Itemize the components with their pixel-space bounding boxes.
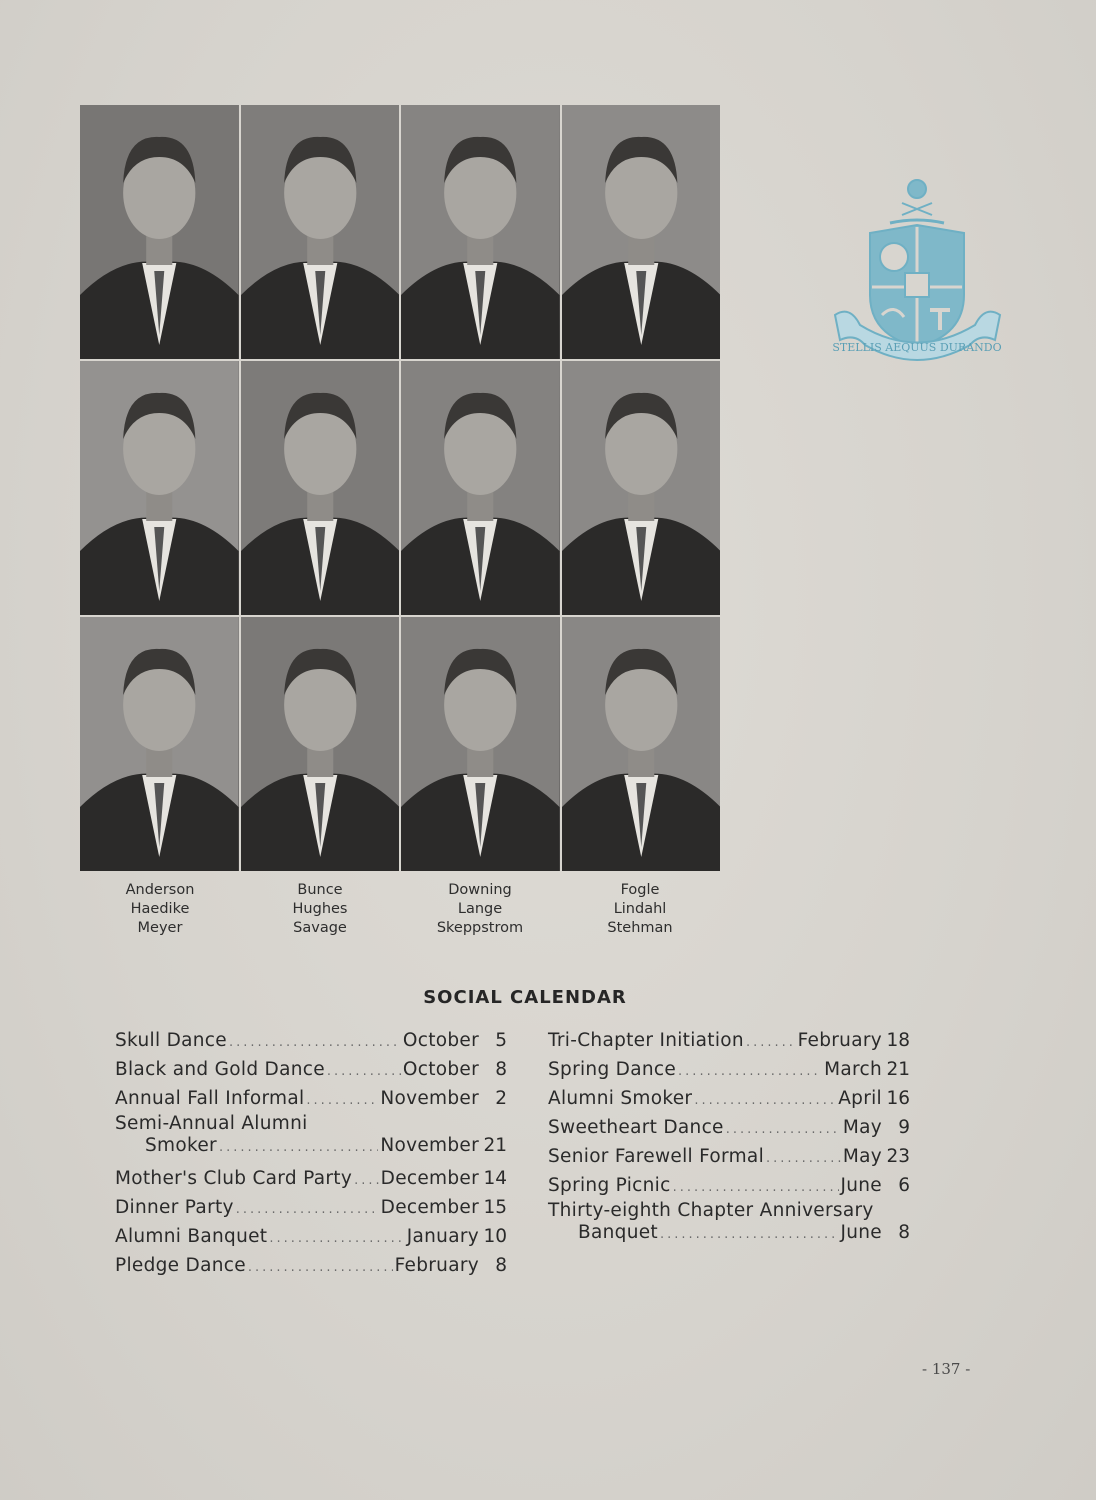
leader-dots [248, 1253, 393, 1282]
calendar-title: SOCIAL CALENDAR [423, 987, 627, 1008]
calendar-entry [548, 1171, 910, 1200]
portrait-photo [80, 105, 239, 359]
name-column [80, 881, 240, 938]
event-name: Smoker [145, 1135, 217, 1156]
calendar-entry [548, 1113, 910, 1142]
portrait-photo [562, 361, 721, 615]
portrait-name: Lindahl [613, 901, 667, 917]
event-name: Senior Farewell Formal [548, 1146, 765, 1167]
event-name: Black and Gold Dance [115, 1059, 325, 1080]
fraternity-crest-icon [830, 175, 1005, 375]
event-day: 8 [898, 1222, 910, 1243]
event-month: February [797, 1030, 882, 1051]
page-number: - 137 - [922, 1360, 971, 1378]
event-month: October [402, 1059, 479, 1080]
calendar-entry [548, 1055, 910, 1084]
portrait-photo [562, 617, 721, 871]
event-name: Spring Dance [548, 1059, 677, 1080]
name-column [400, 881, 560, 938]
event-name: Annual Fall Informal [115, 1088, 305, 1109]
event-month: June [840, 1222, 882, 1243]
portrait-name: Stehman [607, 920, 673, 936]
portrait-name: Lange [457, 901, 503, 917]
calendar-entry [115, 1164, 507, 1193]
portrait-name: Meyer [137, 920, 183, 936]
calendar-entry [115, 1055, 507, 1084]
calendar-right-column [548, 1026, 910, 1251]
portrait-photo [241, 617, 400, 871]
portrait-name: Bunce [297, 882, 343, 898]
portrait-photo [401, 361, 560, 615]
portrait-photo [401, 105, 560, 359]
leader-dots [354, 1166, 379, 1195]
event-day: 6 [898, 1175, 910, 1196]
portrait-photo [80, 617, 239, 871]
event-month: November [380, 1135, 479, 1156]
calendar-entry [115, 1251, 507, 1280]
calendar-entry [115, 1193, 507, 1222]
calendar-entry [115, 1113, 507, 1164]
event-name: Alumni Smoker [548, 1088, 693, 1109]
portrait-photo [401, 617, 560, 871]
event-day: 5 [495, 1030, 507, 1051]
portrait-names [80, 881, 720, 938]
portrait-photo [241, 105, 400, 359]
leader-dots [673, 1173, 839, 1202]
calendar-entry [548, 1084, 910, 1113]
event-name: Mother's Club Card Party [115, 1168, 353, 1189]
event-day: 15 [483, 1197, 507, 1218]
event-day: 14 [483, 1168, 507, 1189]
event-name: Skull Dance [115, 1030, 227, 1051]
event-month: April [838, 1088, 882, 1109]
calendar-entry [548, 1142, 910, 1171]
event-day: 2 [495, 1088, 507, 1109]
portrait-name: Haedike [130, 901, 190, 917]
event-day: 9 [898, 1117, 910, 1138]
calendar-entry [115, 1222, 507, 1251]
event-day: 21 [886, 1059, 910, 1080]
event-name: Tri-Chapter Initiation [548, 1030, 744, 1051]
event-day: 10 [483, 1226, 507, 1247]
event-day: 8 [495, 1059, 507, 1080]
leader-dots [269, 1224, 404, 1253]
portrait-name: Fogle [620, 882, 660, 898]
event-month: February [394, 1255, 479, 1276]
portrait-photo [80, 361, 239, 615]
portrait-name: Anderson [125, 882, 195, 898]
event-day: 23 [886, 1146, 910, 1167]
event-month: May [842, 1146, 882, 1167]
calendar-left-column [115, 1026, 507, 1280]
crest-motto: STELLIS AEQUUS DURANDO [832, 341, 1002, 354]
event-month: December [380, 1197, 479, 1218]
event-name-line1: Thirty-eighth Chapter Anniversary [548, 1200, 874, 1221]
event-name: Spring Picnic [548, 1175, 671, 1196]
leader-dots [678, 1057, 822, 1086]
event-name: Alumni Banquet [115, 1226, 268, 1247]
event-day: 16 [886, 1088, 910, 1109]
event-name: Pledge Dance [115, 1255, 246, 1276]
leader-dots [746, 1028, 796, 1057]
portrait-name: Hughes [292, 901, 348, 917]
event-month: March [824, 1059, 882, 1080]
event-month: May [842, 1117, 882, 1138]
leader-dots [660, 1224, 839, 1246]
event-month: November [380, 1088, 479, 1109]
portrait-photo [562, 105, 721, 359]
calendar-entry [115, 1026, 507, 1055]
event-day: 8 [495, 1255, 507, 1276]
event-name: Banquet [578, 1222, 658, 1243]
leader-dots [219, 1137, 378, 1159]
leader-dots [236, 1195, 379, 1224]
calendar-entry [548, 1200, 910, 1251]
event-name-line1: Semi-Annual Alumni [115, 1113, 308, 1134]
leader-dots [766, 1144, 841, 1173]
portrait-photo [241, 361, 400, 615]
calendar-entry [115, 1084, 507, 1113]
name-column [240, 881, 400, 938]
portrait-grid [80, 105, 720, 871]
portrait-name: Skeppstrom [436, 920, 524, 936]
leader-dots [726, 1115, 841, 1144]
leader-dots [229, 1028, 401, 1057]
event-month: January [406, 1226, 479, 1247]
event-month: June [840, 1175, 882, 1196]
leader-dots [694, 1086, 836, 1115]
leader-dots [327, 1057, 401, 1086]
event-day: 21 [483, 1135, 507, 1156]
event-month: October [402, 1030, 479, 1051]
leader-dots [306, 1086, 378, 1115]
portrait-name: Downing [448, 882, 512, 898]
name-column [560, 881, 720, 938]
event-name: Sweetheart Dance [548, 1117, 724, 1138]
event-day: 18 [886, 1030, 910, 1051]
calendar-entry [548, 1026, 910, 1055]
portrait-name: Savage [293, 920, 347, 936]
event-month: December [380, 1168, 479, 1189]
event-name: Dinner Party [115, 1197, 234, 1218]
